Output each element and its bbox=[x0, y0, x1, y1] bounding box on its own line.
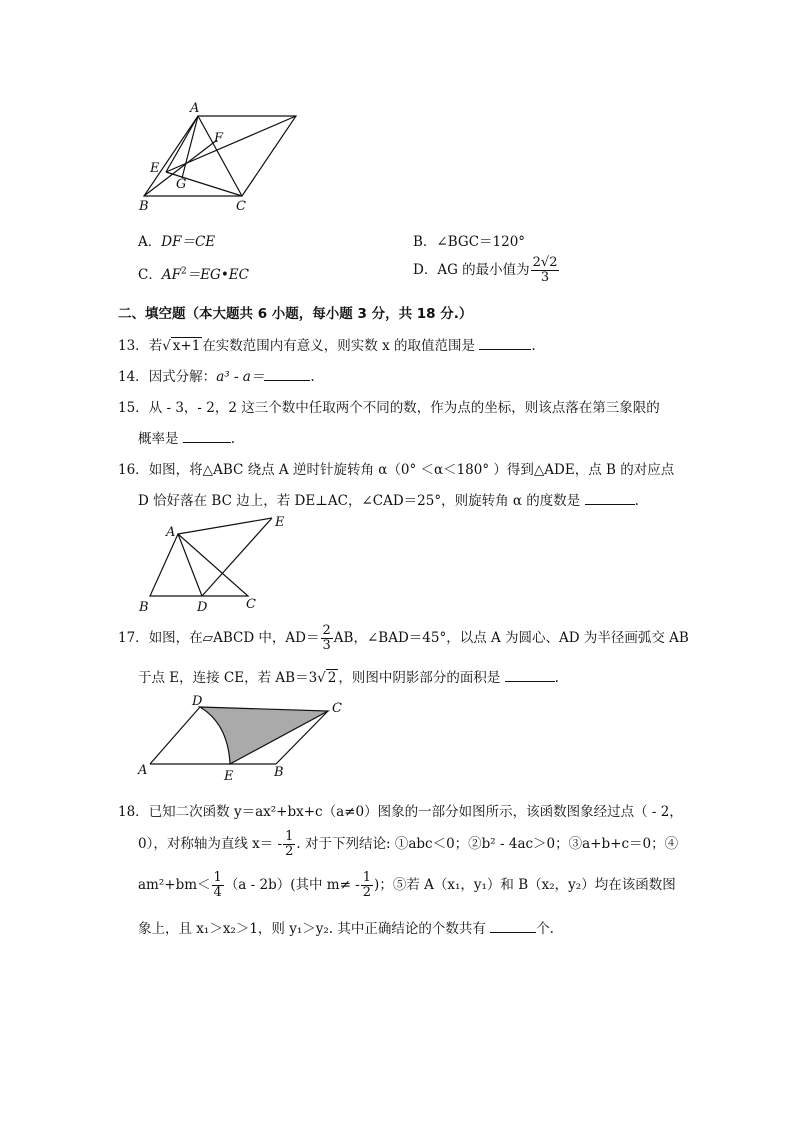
q16-line2 bbox=[138, 489, 639, 509]
q18-answer-blank[interactable] bbox=[490, 920, 536, 933]
option-b-label: B． bbox=[413, 234, 437, 250]
section2-title: 二、填空题（本大题共 6 小题，每小题 3 分，共 18 分.） bbox=[118, 306, 473, 322]
q17-fraction bbox=[321, 624, 333, 653]
q17-label-c: C bbox=[332, 701, 342, 716]
q16-end: . bbox=[634, 493, 639, 509]
q18-line4-text: 象上，且 x₁＞x₂＞1，则 y₁＞y₂. 其中正确结论的个数共有 bbox=[138, 921, 486, 937]
q16-label-c: C bbox=[246, 597, 256, 612]
q17-label-d: D bbox=[192, 694, 203, 709]
q18-line3-a: am²+bm＜ bbox=[138, 877, 211, 893]
q18-line3-frac1-num: 1 bbox=[213, 870, 222, 885]
q18-line2-b: . 对于下列结论: ①abc＜0；②b² - 4ac＞0；③a+b+c＝0；④ bbox=[296, 836, 679, 852]
q16-line2-text: D 恰好落在 BC 边上，若 DE⊥AC，∠CAD＝25°，则旋转角 α 的度数是 bbox=[138, 493, 581, 509]
q17-end: . bbox=[554, 670, 559, 686]
q17-frac-den: 3 bbox=[322, 638, 331, 653]
q14-text: 因式分解： bbox=[148, 369, 217, 385]
q15-line2 bbox=[138, 427, 235, 447]
q18-line2 bbox=[138, 830, 678, 859]
q17-line2-a: 于点 E，连接 CE，若 AB＝3 bbox=[138, 670, 318, 686]
q18-line1 bbox=[118, 800, 683, 820]
q17-line2 bbox=[138, 666, 559, 686]
q16-line1-text: 如图，将△ABC 绕点 A 逆时针旋转角 α（0° ＜α＜180° ）得到△ADE，点 B 的对应点 bbox=[148, 462, 675, 478]
option-c-text-1: AF bbox=[161, 267, 181, 283]
q14 bbox=[118, 365, 315, 385]
q12-label-e: E bbox=[150, 161, 160, 176]
q18-line1-text: 已知二次函数 y＝ax²+bx+c（a≠0）图象的一部分如图所示，该函数图象经过点（ - 2， bbox=[148, 804, 683, 820]
q16-line-d-e bbox=[202, 518, 272, 596]
q12-label-f: F bbox=[214, 131, 224, 146]
q17-line1-a: 如图，在▱ABCD 中，AD＝ bbox=[148, 630, 320, 646]
q15-answer-blank[interactable] bbox=[183, 430, 231, 443]
q16-label-b: B bbox=[139, 600, 149, 614]
q12-label-c: C bbox=[236, 199, 246, 214]
q16-line1 bbox=[118, 458, 674, 478]
q18-line3-frac2-num: 1 bbox=[362, 870, 372, 885]
option-c-label: C． bbox=[138, 267, 162, 283]
q17-label-e: E bbox=[224, 769, 234, 784]
option-d-fraction bbox=[531, 256, 560, 285]
q18-line3 bbox=[138, 871, 676, 900]
q17-label-b: B bbox=[274, 765, 284, 780]
q12-label-a: A bbox=[190, 102, 200, 116]
q16-line-a-d bbox=[178, 534, 202, 596]
q18-line2-a: 0），对称轴为直线 x＝ - bbox=[138, 836, 283, 852]
q14-answer-blank[interactable] bbox=[264, 368, 310, 381]
q15-line1-text: 从 - 3，- 2，2 这三个数中任取两个不同的数，作为点的坐标，则该点落在第三象限的 bbox=[148, 400, 660, 416]
q12-option-d bbox=[413, 256, 560, 285]
q16-label-d: D bbox=[197, 600, 208, 614]
q12-option-c bbox=[138, 263, 249, 283]
q17-frac-num: 2 bbox=[322, 623, 331, 638]
q17-label-a: A bbox=[138, 763, 148, 778]
q18-line3-fraction-1 bbox=[212, 871, 224, 900]
q13-end: . bbox=[531, 338, 536, 354]
q15-line1 bbox=[118, 396, 660, 416]
q17-figure bbox=[136, 694, 352, 786]
q12-label-b: B bbox=[139, 199, 149, 214]
q17-radicand: 2 bbox=[327, 670, 337, 686]
q18-line3-c: )；⑤若 A（x₁，y₁）和 B（x₂，y₂）均在该函数图 bbox=[374, 877, 676, 893]
q17-shaded-region bbox=[200, 707, 328, 764]
q14-number: 14． bbox=[118, 369, 149, 385]
q12-option-a bbox=[138, 230, 215, 250]
q18-line4 bbox=[138, 917, 554, 937]
q13-sqrt-sign: √ bbox=[162, 338, 171, 354]
q16-figure bbox=[134, 510, 294, 614]
option-d-frac-num: 2√2 bbox=[532, 255, 558, 270]
option-c-sup: 2 bbox=[180, 266, 187, 277]
q14-end: . bbox=[310, 369, 315, 385]
q18-line3-b: （a - 2b）(其中 m≠ - bbox=[224, 877, 360, 893]
q16-label-a: A bbox=[166, 525, 176, 540]
q16-answer-blank[interactable] bbox=[585, 492, 635, 505]
q12-line-a-e bbox=[166, 116, 198, 172]
q15-number: 15． bbox=[118, 400, 149, 416]
q18-line2-fraction bbox=[283, 830, 295, 859]
q13-pre: 若 bbox=[148, 338, 163, 354]
q15-end: . bbox=[230, 431, 236, 447]
q17-line1-b: AB，∠BAD＝45°，以点 A 为圆心、AD 为半径画弧交 AB bbox=[333, 630, 689, 646]
q12-line-a-g bbox=[182, 116, 198, 178]
q13 bbox=[118, 334, 536, 354]
q13-answer-blank[interactable] bbox=[479, 337, 531, 350]
q16-number: 16． bbox=[118, 462, 149, 478]
option-a-text: DF＝CE bbox=[161, 234, 216, 250]
q18-line3-frac2-den: 2 bbox=[362, 885, 372, 900]
q18-line3-frac1-den: 4 bbox=[213, 885, 222, 900]
q18-end: 个. bbox=[536, 921, 554, 937]
q17-line2-b: ，则图中阴影部分的面积是 bbox=[338, 670, 501, 686]
q18-line2-frac-num: 1 bbox=[285, 829, 294, 844]
q16-label-e: E bbox=[275, 515, 285, 530]
q18-line3-fraction-2 bbox=[361, 871, 373, 900]
option-d-frac-den: 3 bbox=[540, 270, 550, 285]
q17-line1 bbox=[118, 624, 689, 653]
q17-sqrt-sign: √ bbox=[317, 670, 326, 686]
option-b-text: ∠BGC＝120° bbox=[436, 234, 526, 250]
q17-answer-blank[interactable] bbox=[505, 669, 555, 682]
q17-number: 17． bbox=[118, 630, 149, 646]
q13-radicand: x+1 bbox=[172, 338, 201, 354]
q12-option-b bbox=[413, 230, 525, 250]
q12-figure bbox=[136, 102, 306, 214]
option-a-label: A． bbox=[138, 234, 162, 250]
q18-number: 18． bbox=[118, 804, 149, 820]
option-d-text: AG 的最小值为 bbox=[437, 262, 530, 278]
option-d-label: D． bbox=[413, 262, 438, 278]
q17-side-ad bbox=[150, 707, 200, 764]
option-c-text-2: ＝EG•EC bbox=[186, 267, 249, 283]
q15-line2-text: 概率是 bbox=[138, 431, 179, 447]
q18-line2-frac-den: 2 bbox=[285, 844, 294, 859]
q16-line-a-e bbox=[178, 518, 272, 534]
q12-label-g: G bbox=[176, 177, 187, 192]
q13-number: 13． bbox=[118, 338, 149, 354]
q14-expr: a³ - a＝ bbox=[216, 369, 265, 385]
q13-post: 在实数范围内有意义，则实数 x 的取值范围是 bbox=[202, 338, 476, 354]
